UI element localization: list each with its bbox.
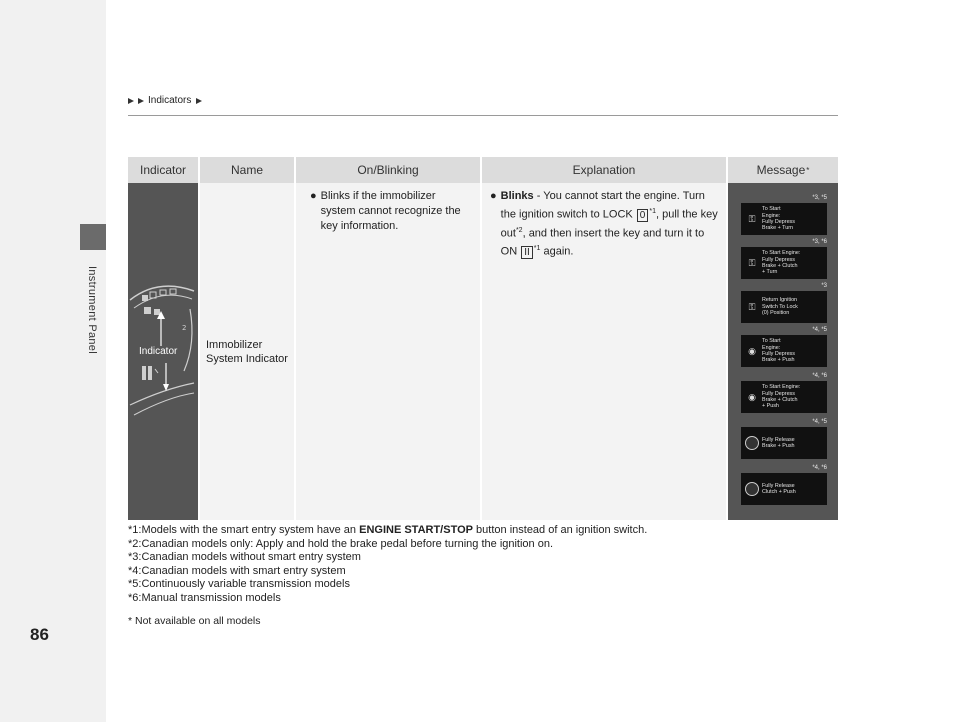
message-text: Fully Release Brake + Push [762, 436, 795, 449]
header-on-blinking: On/Blinking [296, 157, 482, 183]
page-number: 86 [30, 625, 49, 644]
svg-text:2: 2 [182, 324, 187, 332]
message-tag: *3, *5 [812, 195, 827, 201]
table-row [128, 183, 838, 520]
explanation-bullet [490, 189, 718, 260]
on-position-key: II [521, 246, 533, 259]
key-return-icon: ⚿ [748, 301, 756, 312]
chapter-tab [80, 224, 106, 250]
header-name: Name [200, 157, 296, 183]
bullet-icon: ● [490, 190, 497, 202]
indicator-name-cell [200, 183, 296, 520]
message-tag: *3, *6 [812, 239, 827, 245]
message-text: To Start Engine: Fully Depress Brake + Clutch + Push [762, 384, 801, 410]
message-display [741, 325, 827, 367]
key-turn-icon: ⚿ [748, 213, 756, 224]
footnote-ref[interactable]: *2 [515, 226, 523, 234]
indicator-name-line1: Immobilizer [206, 338, 263, 351]
header-divider [128, 115, 838, 116]
bullet-icon: ● [310, 190, 317, 202]
footnote-5: *5:Continuously variable transmission models [128, 578, 350, 590]
table-header [128, 157, 838, 183]
footnote-3: *3:Canadian models without smart entry system [128, 551, 361, 563]
message-display [741, 417, 827, 459]
availability-note: * Not available on all models [128, 615, 261, 627]
button-circle-icon [745, 436, 759, 450]
message-cell [728, 183, 838, 520]
message-display [741, 371, 827, 413]
chapter-label: Instrument Panel [86, 266, 98, 354]
message-tag: *4, *6 [812, 465, 827, 471]
message-text: To Start Engine: Fully Depress Brake + Turn [762, 206, 795, 232]
message-tag: *4, *5 [812, 327, 827, 333]
message-text: Return Ignition Switch To Lock (0) Position [762, 297, 798, 317]
message-text: Fully Release Clutch + Push [762, 482, 796, 495]
explanation-term: Blinks [500, 190, 534, 202]
breadcrumb-arrow-icon [128, 98, 134, 104]
footnote-2: *2:Canadian models only: Apply and hold the brake pedal before turning the ignition on. [128, 537, 554, 550]
indicator-name-line2: System Indicator [206, 352, 288, 365]
footnote-1: *1:Models with the smart entry system have an ENGINE START/STOP button instead of an ignition switch. [128, 524, 648, 536]
message-tag: *4, *6 [812, 373, 827, 379]
message-text: To Start Engine: Fully Depress Brake + Clutch + Turn [762, 250, 801, 276]
button-circle-icon [745, 482, 759, 496]
lock-position-key: 0 [637, 209, 649, 222]
indicator-illustration-cell [128, 183, 200, 520]
message-display [741, 463, 827, 505]
header-explanation: Explanation [482, 157, 728, 183]
footnote-ref[interactable]: *1 [649, 208, 656, 215]
breadcrumb-arrow-icon [196, 98, 202, 104]
header-indicator: Indicator [128, 157, 200, 183]
footnote-ref[interactable]: *1 [533, 245, 541, 253]
message-tag: *4, *5 [812, 419, 827, 425]
footnote-6: *6:Manual transmission models [128, 591, 281, 604]
footnote-4: *4:Canadian models with smart entry system [128, 564, 346, 577]
side-strip [0, 0, 106, 722]
breadcrumb [128, 95, 204, 106]
message-tag: *3 [821, 283, 827, 289]
push-button-icon: ◉ [748, 345, 756, 356]
key-turn-icon: ⚿ [748, 257, 756, 268]
explanation-cell [482, 183, 728, 520]
header-message: Message * [756, 163, 810, 177]
breadcrumb-arrow-icon [138, 98, 144, 104]
message-display [741, 281, 827, 323]
message-display [741, 193, 827, 235]
breadcrumb-item[interactable]: Indicators [148, 95, 192, 106]
on-blinking-cell [296, 183, 482, 520]
push-button-icon: ◉ [748, 391, 756, 402]
on-blinking-text: Blinks if the immobilizer system cannot recognize the key information. [320, 190, 461, 232]
on-blinking-bullet [310, 189, 472, 234]
message-text: To Start Engine: Fully Depress Brake + Push [762, 338, 795, 364]
explanation-text: Blinks - You cannot start the engine. Turn the ignition switch to LOCK 0 $^{*1}$, pull the key out$^{*2}$, and then insert the key and turn it to ON II $^{*1}$ again. [500, 190, 718, 258]
message-display [741, 237, 827, 279]
indicator-callout-label: Indicator [139, 346, 178, 357]
footnotes [128, 524, 647, 605]
